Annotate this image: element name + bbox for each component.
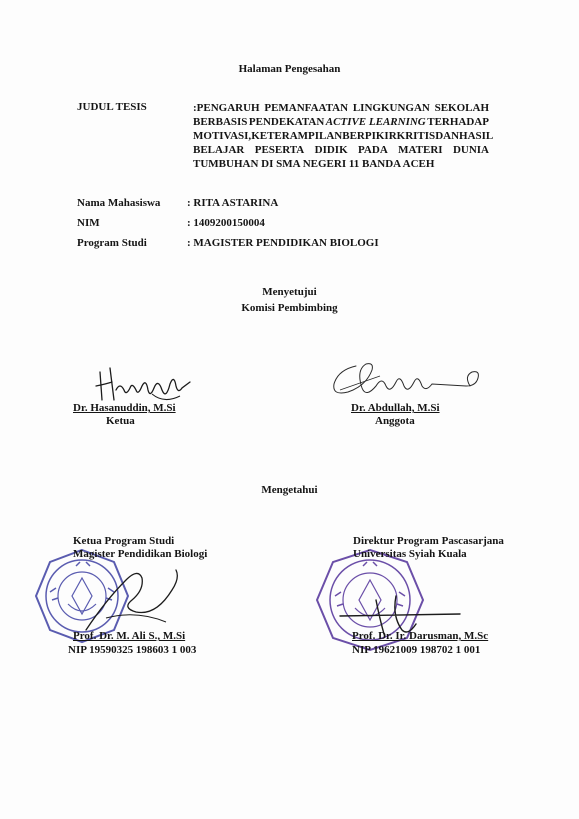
official-1-nip: NIP 19590325 198603 1 003 [68, 644, 197, 656]
thesis-title-line: BERBASIS PENDEKATAN ACTIVE LEARNING TERHADAP [193, 116, 489, 128]
thesis-title-line: TUMBUHAN DI SMA NEGERI 11 BANDA ACEH [193, 158, 435, 170]
nim-label: NIM [77, 217, 100, 229]
thesis-title-label: JUDUL TESIS [77, 101, 147, 113]
thesis-title [193, 101, 494, 171]
official-1-title-line2: Magister Pendidikan Biologi [73, 548, 208, 560]
program-value: : MAGISTER PENDIDIKAN BIOLOGI [187, 237, 379, 249]
advisor-1-name: Dr. Hasanuddin, M.Si [73, 402, 176, 414]
thesis-title-line: BELAJAR PESERTA DIDIK PADA MATERI DUNIA [193, 144, 489, 156]
official-2-title-line2: Universitas Syiah Kuala [353, 548, 467, 560]
approval-subheading: Komisi Pembimbing [241, 302, 338, 314]
advisor-1-role: Ketua [106, 415, 135, 427]
advisor-2-name: Dr. Abdullah, M.Si [351, 402, 440, 414]
thesis-title-line: MOTIVASI, KETERAMPILAN BERPIKIR KRITIS DAN HASIL [193, 130, 494, 142]
official-1-title-line1: Ketua Program Studi [73, 535, 175, 547]
official-2-title-line1: Direktur Program Pascasarjana [353, 535, 504, 547]
nim-value: : 1409200150004 [187, 217, 265, 229]
approval-heading: Menyetujui [262, 286, 317, 298]
acknowledged-heading: Mengetahui [261, 484, 318, 496]
official-2-name: Prof. Dr. Ir. Darusman, M.Sc [352, 630, 489, 642]
official-1-signature [76, 560, 186, 640]
thesis-title-line: :PENGARUH PEMANFAATAN LINGKUNGAN SEKOLAH [193, 102, 489, 114]
official-1-name: Prof. Dr. M. Ali S., M.Si [73, 630, 186, 642]
page-heading: Halaman Pengesahan [238, 63, 341, 75]
advisor-2-signature [326, 356, 486, 402]
student-name-label: Nama Mahasiswa [77, 197, 161, 209]
program-label: Program Studi [77, 237, 147, 249]
student-name-value: : RITA ASTARINA [187, 197, 279, 209]
official-2-nip: NIP 19621009 198702 1 001 [352, 644, 481, 656]
advisor-2-role: Anggota [375, 415, 415, 427]
